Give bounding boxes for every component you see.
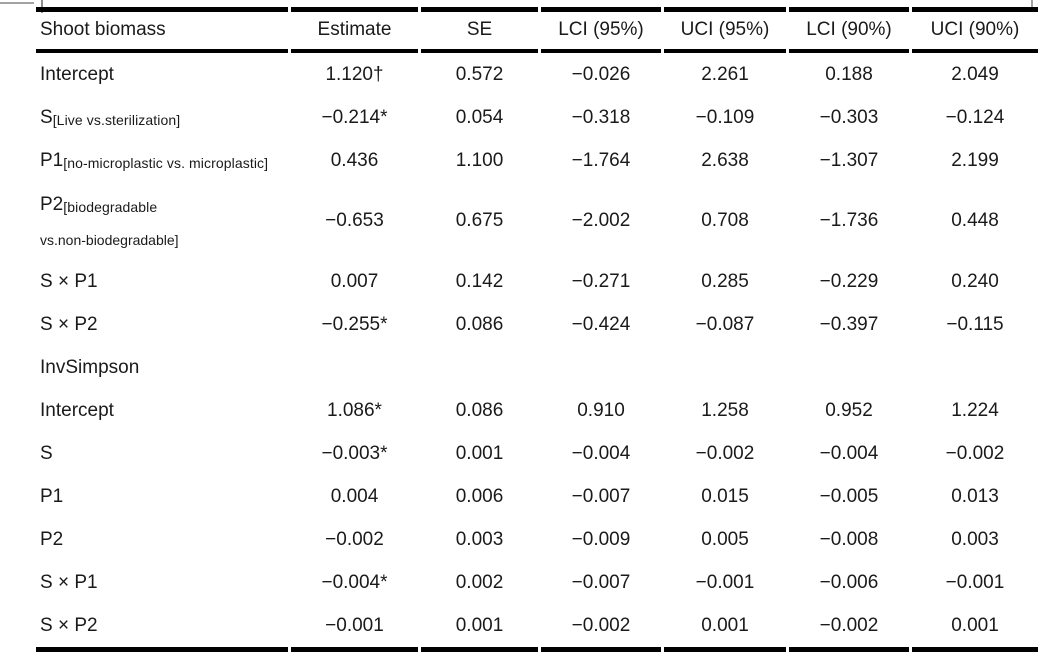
value-cell: −0.003* bbox=[321, 442, 388, 464]
value-cell: 1.224 bbox=[951, 399, 999, 421]
table-row-intercept bbox=[36, 53, 1038, 96]
value-cell: 0.436 bbox=[330, 149, 379, 171]
value-cell bbox=[664, 346, 786, 389]
value-cell: −0.002 bbox=[541, 604, 661, 652]
table-row-p1-2 bbox=[36, 475, 1038, 518]
value-cell: −0.002 bbox=[789, 604, 909, 652]
value-cell: −0.318 bbox=[571, 106, 631, 128]
value-cell: −1.307 bbox=[819, 149, 879, 171]
value-cell: 0.240 bbox=[951, 270, 999, 292]
value-cell: 2.261 bbox=[701, 63, 749, 85]
table-row-p1 bbox=[36, 139, 1038, 182]
value-cell: −0.007 bbox=[571, 485, 631, 507]
value-cell: 0.001 bbox=[664, 604, 786, 652]
value-cell: −0.229 bbox=[819, 270, 879, 292]
column-header-response: Shoot biomass bbox=[36, 7, 288, 53]
paper-table-region bbox=[33, 7, 1041, 652]
value-cell: 0.086 bbox=[455, 313, 504, 335]
value-cell: 0.004 bbox=[330, 485, 379, 507]
value-cell: 0.708 bbox=[701, 210, 749, 231]
value-cell: 0.572 bbox=[455, 63, 504, 85]
value-cell: 0.005 bbox=[701, 528, 749, 550]
row-label-sub: [biodegradable bbox=[63, 199, 158, 215]
column-header-lci95: LCI (95%) bbox=[541, 7, 661, 53]
value-cell: 2.049 bbox=[951, 63, 999, 85]
value-cell: −0.004 bbox=[819, 442, 879, 464]
value-cell: 0.188 bbox=[825, 63, 873, 85]
table-row-sxp1 bbox=[36, 260, 1038, 303]
value-cell: −0.026 bbox=[571, 63, 631, 85]
column-header-uci95: UCI (95%) bbox=[664, 7, 786, 53]
page-edge-line-top-left bbox=[0, 2, 34, 4]
row-label: P1[no-microplastic vs. microplastic] bbox=[40, 149, 269, 171]
column-header-uci90: UCI (90%) bbox=[912, 7, 1038, 53]
table-row-sxp1-2 bbox=[36, 561, 1038, 604]
value-cell: 0.001 bbox=[912, 604, 1038, 652]
row-label: P2[biodegradable vs.non-biodegradable] bbox=[36, 182, 288, 260]
row-label: S × P1 bbox=[40, 270, 98, 292]
value-cell: 0.675 bbox=[455, 210, 504, 231]
value-cell: 0.003 bbox=[455, 528, 504, 550]
value-cell: −0.109 bbox=[695, 106, 755, 128]
value-cell: 0.007 bbox=[330, 270, 379, 292]
value-cell: −0.255* bbox=[321, 313, 388, 335]
value-cell: −0.214* bbox=[321, 106, 388, 128]
value-cell: −0.008 bbox=[819, 528, 879, 550]
value-cell: −2.002 bbox=[571, 210, 631, 231]
value-cell: −0.424 bbox=[571, 313, 631, 335]
row-label: S[Live vs.sterilization] bbox=[40, 106, 181, 128]
value-cell: −0.653 bbox=[325, 210, 384, 231]
value-cell: −0.397 bbox=[819, 313, 879, 335]
column-header-se: SE bbox=[421, 7, 538, 53]
value-cell: −0.271 bbox=[571, 270, 631, 292]
value-cell: 2.638 bbox=[701, 149, 749, 171]
value-cell: −0.115 bbox=[946, 313, 1004, 335]
value-cell: 0.142 bbox=[455, 270, 504, 292]
value-cell: −0.007 bbox=[571, 571, 631, 593]
value-cell: 1.120† bbox=[325, 63, 384, 85]
value-cell: −0.004* bbox=[321, 571, 388, 593]
row-label: Intercept bbox=[40, 399, 114, 421]
value-cell: −0.001 bbox=[695, 571, 755, 593]
value-cell: 0.006 bbox=[455, 485, 504, 507]
value-cell bbox=[421, 346, 538, 389]
table-row-p2 bbox=[36, 182, 1038, 260]
row-label-sub-line2: vs.non-biodegradable] bbox=[40, 232, 179, 248]
value-cell: −0.001 bbox=[291, 604, 418, 652]
row-label: Intercept bbox=[40, 63, 114, 85]
row-label: S × P1 bbox=[40, 571, 98, 593]
value-cell: −0.124 bbox=[945, 106, 1005, 128]
value-cell: 0.013 bbox=[951, 485, 999, 507]
stat-table bbox=[33, 7, 1041, 652]
table-row-s bbox=[36, 96, 1038, 139]
value-cell: −0.006 bbox=[819, 571, 879, 593]
value-cell: 0.002 bbox=[455, 571, 504, 593]
value-cell: −0.009 bbox=[571, 528, 631, 550]
table-row-intercept-2 bbox=[36, 389, 1038, 432]
value-cell: 0.001 bbox=[455, 442, 504, 464]
row-label: P2 bbox=[40, 528, 64, 550]
row-label-sub: [Live vs.sterilization] bbox=[52, 111, 181, 128]
value-cell: 0.952 bbox=[825, 399, 873, 421]
value-cell: 0.015 bbox=[701, 485, 749, 507]
row-label: S bbox=[40, 442, 53, 464]
value-cell: −0.303 bbox=[819, 106, 879, 128]
header-row bbox=[36, 7, 1038, 53]
value-cell: −0.001 bbox=[945, 571, 1005, 593]
value-cell: 0.086 bbox=[455, 399, 504, 421]
row-label: P1 bbox=[40, 485, 64, 507]
value-cell: 1.086* bbox=[327, 399, 382, 421]
value-cell: 0.448 bbox=[951, 210, 999, 231]
value-cell: 0.910 bbox=[577, 399, 625, 421]
value-cell bbox=[541, 346, 661, 389]
value-cell bbox=[912, 346, 1038, 389]
table-row-s-2 bbox=[36, 432, 1038, 475]
value-cell: −0.002 bbox=[325, 528, 384, 550]
row-label: S × P2 bbox=[40, 313, 98, 335]
value-cell: 1.258 bbox=[701, 399, 749, 421]
value-cell: 0.054 bbox=[455, 106, 504, 128]
table-row-sxp2 bbox=[36, 303, 1038, 346]
row-label: S × P2 bbox=[36, 604, 288, 652]
value-cell: −0.087 bbox=[695, 313, 755, 335]
value-cell: −1.736 bbox=[819, 210, 879, 231]
value-cell: −0.002 bbox=[945, 442, 1005, 464]
value-cell: 1.100 bbox=[455, 149, 504, 171]
section-row-invsimpson bbox=[36, 346, 1038, 389]
row-label-sub: [no-microplastic vs. microplastic] bbox=[63, 154, 269, 171]
column-header-lci90: LCI (90%) bbox=[789, 7, 909, 53]
value-cell: 2.199 bbox=[951, 149, 999, 171]
value-cell: −0.005 bbox=[819, 485, 879, 507]
value-cell: −0.004 bbox=[571, 442, 631, 464]
section-label: InvSimpson bbox=[40, 356, 140, 378]
value-cell: 0.285 bbox=[701, 270, 749, 292]
value-cell: −0.002 bbox=[695, 442, 755, 464]
value-cell: −1.764 bbox=[571, 149, 631, 171]
value-cell: 0.001 bbox=[421, 604, 538, 652]
column-header-estimate: Estimate bbox=[291, 7, 418, 53]
value-cell bbox=[291, 346, 418, 389]
table-row-sxp2-2 bbox=[36, 604, 1038, 652]
value-cell bbox=[789, 346, 909, 389]
table-row-p2-2 bbox=[36, 518, 1038, 561]
value-cell: 0.003 bbox=[951, 528, 999, 550]
